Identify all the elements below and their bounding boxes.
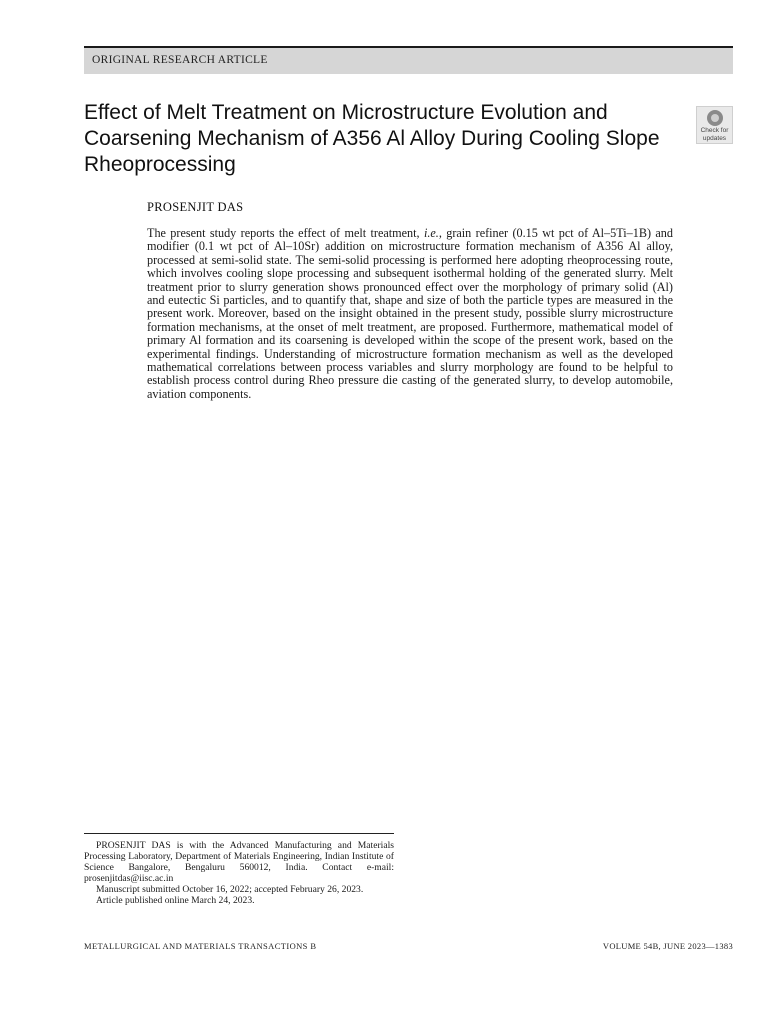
- footnotes: [84, 840, 394, 906]
- section-header-band: [84, 46, 733, 74]
- volume-page: VOLUME 54B, JUNE 2023—1383: [602, 941, 733, 951]
- badge-line-2: updates: [702, 135, 727, 142]
- footnote-published: Article published online March 24, 2023.: [96, 895, 255, 906]
- footnote-divider: [84, 833, 394, 834]
- abstract: [147, 227, 673, 401]
- check-for-updates-badge[interactable]: [696, 106, 733, 144]
- abstract-text-rest: , grain refiner (0.15 wt pct of Al–5Ti–1B) and modifier (0.1 wt pct of Al–10Sr) addition on microstructure formation mechanism of A356 Al alloy, processed at semi-solid state. The semi-solid processing is performed here adopting rheoprocessing route, which involves cooling slope processing and subsequent isothermal holding of the generated slurry. Melt treatment prior to slurry generation shows pronounced effect over the morphology of primary solid (Al) and eutectic Si particles, and to quantify that, shape and size of both the particle types are measured in the present work. Moreover, based on the insight obtained in the present study, possible slurry microstructure formation mechanisms, at the onset of melt treatment, are proposed. Furthermore, mathematical model of primary Al formation and its coarsening is developed within the scope of the present work, based on the experimental findings. Understanding of microstructure formation mechanism as well as the developed mathematical correlations between process variables and slurry morphology are found to be helpful to establish process control during Rheo pressure die casting of the generated slurry, to develop automobile, aviation components.: [147, 226, 673, 401]
- check-for-updates-icon: [707, 110, 723, 126]
- author-name: PROSENJIT DAS: [147, 200, 244, 214]
- journal-name: METALLURGICAL AND MATERIALS TRANSACTIONS B: [84, 941, 317, 951]
- abstract-text-start: The present study reports the effect of melt treatment,: [147, 226, 424, 240]
- section-label: ORIGINAL RESEARCH ARTICLE: [92, 54, 268, 66]
- footnote-affiliation: PROSENJIT DAS is with the Advanced Manufacturing and Materials Processing Laboratory, Department of Materials Engineering, Indian Institute of Science Bangalore, Bengaluru 560012, India. Contact e-mail: prosenjitdas@iisc.ac.in: [84, 840, 394, 884]
- article-title: Effect of Melt Treatment on Microstructure Evolution and Coarsening Mechanism of A356 Al Alloy During Cooling Slope Rheoprocessing: [84, 101, 660, 176]
- abstract-italic: i.e.: [423, 226, 439, 240]
- badge-line-1: Check for: [700, 127, 729, 134]
- footnote-submitted: Manuscript submitted October 16, 2022; accepted February 26, 2023.: [96, 884, 364, 895]
